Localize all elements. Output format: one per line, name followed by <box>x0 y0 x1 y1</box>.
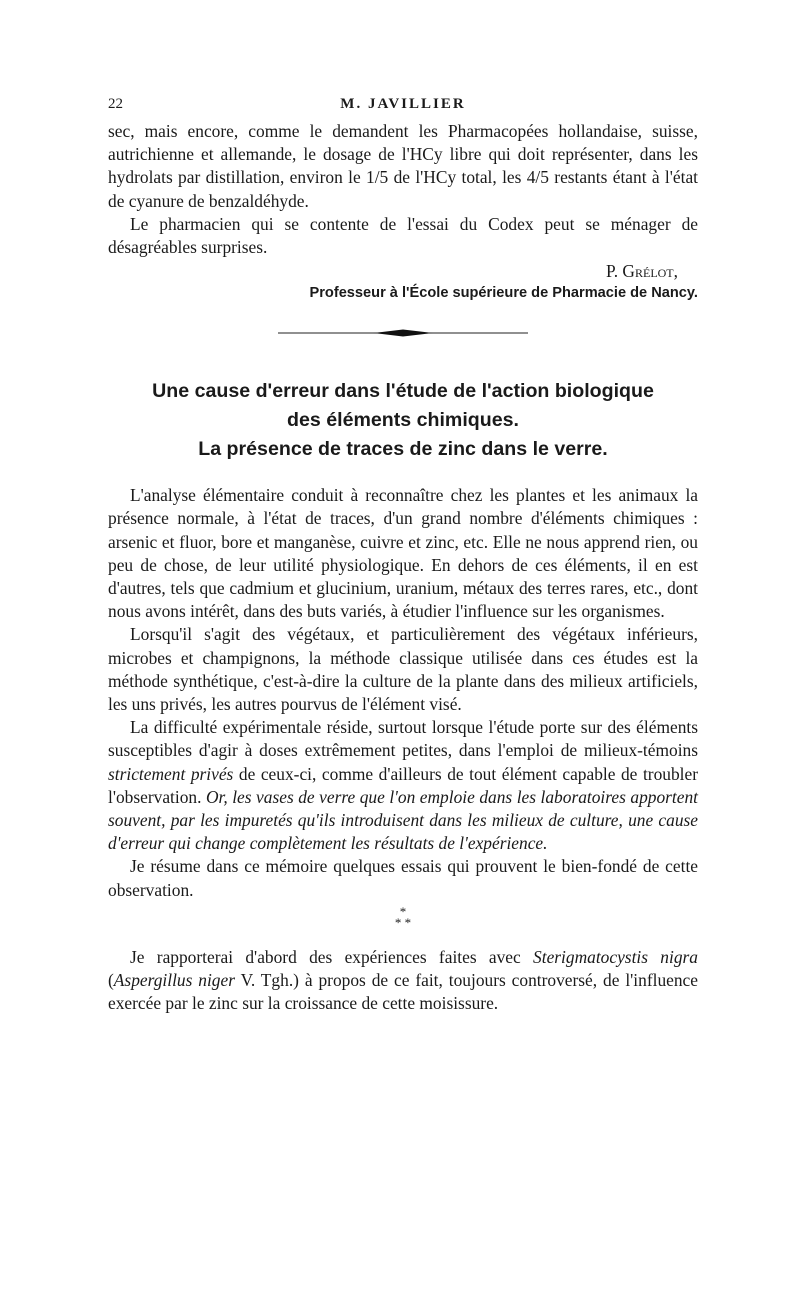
running-title: M. JAVILLIER <box>340 96 466 112</box>
body-paragraph <box>108 946 698 1016</box>
species-name: Sterigmatocystis nigra <box>533 946 698 967</box>
text-run: V. Tgh.) à propos de ce fait, toujours controversé, de l'influence exercée par le zinc sur la croissance de cette moisissure. <box>108 970 698 1014</box>
text-run: de ceux-ci, comme d'ailleurs de tout élément capable de troubler l'observation. <box>108 763 698 807</box>
text-run: La difficulté expérimentale réside, surtout lorsque l'étude porte sur des éléments susceptibles d'agir à doses extrêmement petites, dans l'emploi de milieux-témoins <box>108 717 698 761</box>
text-run: ( <box>108 970 114 991</box>
previous-article-paragraph: Le pharmacien qui se contente de l'essai du Codex peut se ménager de désagréables surprises. <box>108 213 698 258</box>
previous-article-paragraph: sec, mais encore, comme le demandent les Pharmacopées hollandaise, suisse, autrichienne et allemande, le dosage de l'HCy libre qui doit représenter, dans les hydrolats par distillation, environ le 1/5 de l'HCy total, les 4/5 restants étant à l'état de cyanure de benzaldéhyde. <box>108 121 698 211</box>
section-divider <box>278 325 528 341</box>
page <box>108 96 698 1015</box>
page-number: 22 <box>108 96 123 112</box>
article-title-line: des éléments chimiques. <box>287 409 519 432</box>
body-paragraph: Je résume dans ce mémoire quelques essais qui prouvent le bien-fondé de cette observation. <box>108 856 698 900</box>
body-paragraph <box>108 716 698 855</box>
body-paragraph: L'analyse élémentaire conduit à reconnaître chez les plantes et les animaux la présence normale, à l'état de traces, d'un grand nombre d'éléments chimiques : arsenic et fluor, bore et manganèse, cuivre et zinc, etc. Elle ne nous apprend rien, ou peu de chose, de leur utilité physiologique. En dehors de ces éléments, il en est d'autres, tels que cadmium et glucinium, uranium, métaux des terres rares, etc., dont nous avons intérêt, dans des buts variés, à étudier l'influence sur les organismes. <box>108 485 698 622</box>
asterism <box>108 903 698 930</box>
article-title-line: La présence de traces de zinc dans le verre. <box>198 438 608 461</box>
article-title <box>108 377 698 464</box>
running-head <box>108 96 698 120</box>
author-signature: P. Grélot, <box>605 261 678 282</box>
article-title-line: Une cause d'erreur dans l'étude de l'action biologique <box>152 380 654 403</box>
asterism-top: * <box>399 903 407 919</box>
emphasized-text: Or, les vases de verre que l'on emploie dans les laboratoires apportent souvent, par les impuretés qu'ils introduisent dans les milieux de culture, une cause d'erreur qui change complètement les résultats de l'expérience. <box>108 786 699 854</box>
emphasized-text: strictement privés <box>108 763 234 784</box>
asterism-bottom: * * <box>394 914 412 930</box>
species-name: Aspergillus niger <box>113 970 235 991</box>
text-run: Je rapporterai d'abord des expériences faites avec <box>130 946 534 967</box>
author-affiliation: Professeur à l'École supérieure de Pharmacie de Nancy. <box>309 285 698 302</box>
body-paragraph: Lorsqu'il s'agit des végétaux, et particulièrement des végétaux inférieurs, microbes et champignons, la méthode classique utilisée dans ces études est la méthode synthétique, c'est-à-dire la culture de la plante dans des milieux artificiels, les uns privés, les autres pourvus de l'élément visé. <box>108 624 698 715</box>
